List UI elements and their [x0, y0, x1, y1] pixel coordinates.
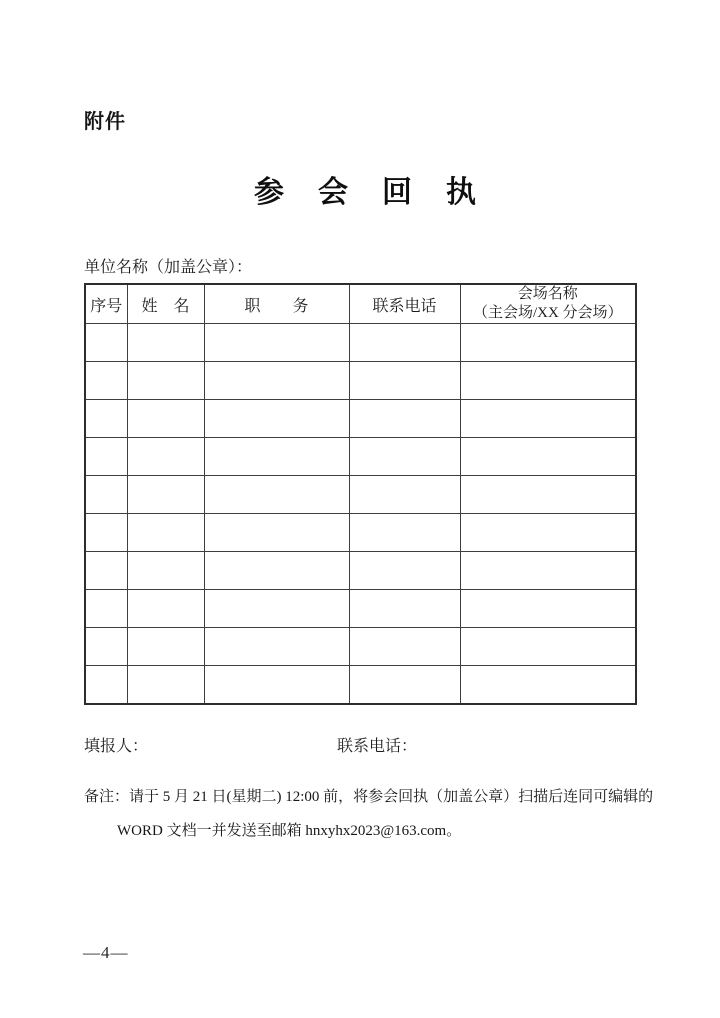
empty-cell: [127, 552, 204, 590]
header-phone: 联系电话: [349, 284, 460, 324]
empty-cell: [85, 514, 127, 552]
empty-cell: [85, 400, 127, 438]
table-row: [85, 324, 636, 362]
empty-cell: [85, 476, 127, 514]
table-body: [85, 324, 636, 705]
empty-cell: [204, 514, 349, 552]
empty-cell: [204, 362, 349, 400]
empty-cell: [204, 438, 349, 476]
page-number: —4—: [83, 943, 129, 962]
table-row: [85, 666, 636, 705]
empty-cell: [127, 400, 204, 438]
table-row: [85, 362, 636, 400]
empty-cell: [85, 362, 127, 400]
empty-cell: [349, 628, 460, 666]
table-header-row: [85, 284, 636, 324]
empty-cell: [460, 438, 636, 476]
header-seq: 序号: [85, 284, 127, 324]
header-venue-line1: 会场名称: [517, 286, 578, 302]
note-block: [84, 787, 654, 842]
empty-cell: [85, 590, 127, 628]
empty-cell: [204, 476, 349, 514]
empty-cell: [460, 552, 636, 590]
unit-name-label: 单位名称（加盖公章）：: [84, 259, 253, 276]
empty-cell: [85, 324, 127, 362]
empty-cell: [349, 362, 460, 400]
table-row: [85, 552, 636, 590]
reply-table: [84, 283, 637, 705]
empty-cell: [460, 400, 636, 438]
table-row: [85, 628, 636, 666]
table-row: [85, 476, 636, 514]
header-venue-line2: （主会场/XX 分会场）: [472, 305, 623, 321]
empty-cell: [127, 476, 204, 514]
empty-cell: [349, 514, 460, 552]
empty-cell: [460, 476, 636, 514]
empty-cell: [460, 324, 636, 362]
empty-cell: [127, 324, 204, 362]
empty-cell: [85, 666, 127, 705]
table-row: [85, 438, 636, 476]
empty-cell: [127, 514, 204, 552]
attachment-label: 附件: [84, 111, 126, 133]
header-duty: 职 务: [204, 284, 349, 324]
empty-cell: [204, 666, 349, 705]
empty-cell: [460, 590, 636, 628]
empty-cell: [460, 362, 636, 400]
empty-cell: [204, 400, 349, 438]
empty-cell: [204, 324, 349, 362]
empty-cell: [127, 590, 204, 628]
page-title: 参 会 回 执: [254, 176, 478, 209]
header-venue: [460, 284, 636, 324]
empty-cell: [127, 438, 204, 476]
footer-fields: [84, 736, 564, 758]
empty-cell: [460, 628, 636, 666]
table-row: [85, 590, 636, 628]
empty-cell: [460, 666, 636, 705]
empty-cell: [349, 324, 460, 362]
empty-cell: [349, 552, 460, 590]
empty-cell: [349, 666, 460, 705]
table-header: [85, 284, 636, 324]
empty-cell: [204, 628, 349, 666]
empty-cell: [85, 438, 127, 476]
table-row: [85, 400, 636, 438]
empty-cell: [204, 552, 349, 590]
empty-cell: [349, 400, 460, 438]
table-row: [85, 514, 636, 552]
filler-label: 填报人：: [84, 738, 149, 755]
empty-cell: [349, 590, 460, 628]
empty-cell: [85, 552, 127, 590]
contact-phone-label: 联系电话：: [337, 738, 418, 755]
note-line-1: 备注：请于 5 月 21 日(星期二) 12:00 前，将参会回执（加盖公章）扫描后连同可编辑的: [84, 789, 654, 805]
note-line-2: WORD 文档一并发送至邮箱 hnxyhx2023@163.com。: [117, 823, 462, 839]
empty-cell: [127, 362, 204, 400]
empty-cell: [127, 628, 204, 666]
empty-cell: [127, 666, 204, 705]
empty-cell: [349, 476, 460, 514]
empty-cell: [204, 590, 349, 628]
empty-cell: [349, 438, 460, 476]
empty-cell: [85, 628, 127, 666]
header-name: 姓 名: [127, 284, 204, 324]
empty-cell: [460, 514, 636, 552]
